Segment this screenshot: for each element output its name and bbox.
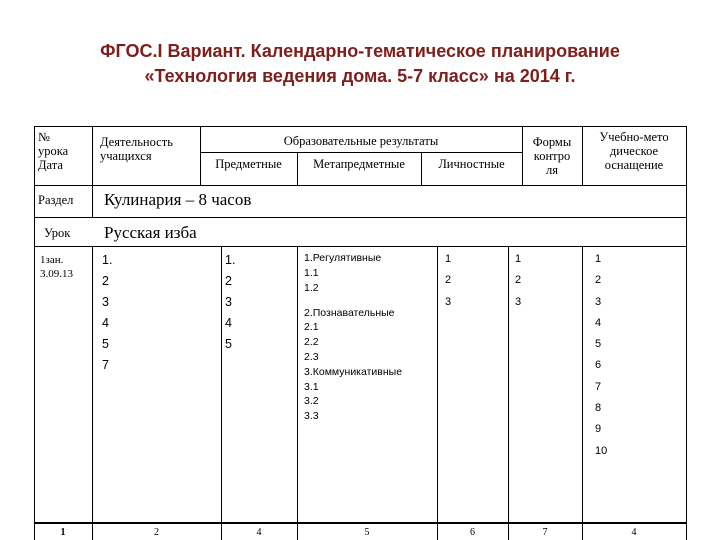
equipment-list: 1 2 3 4 5 6 7 8 9 10 — [595, 253, 608, 457]
section-label: Раздел — [38, 193, 74, 207]
header-metasubject: Метапредметные — [313, 157, 405, 171]
section-title: Кулинария – 8 часов — [104, 190, 252, 209]
footer-cell-6: 7 — [542, 527, 548, 538]
activity-list: 1. 2 3 4 5 7 — [102, 253, 113, 372]
header-results-group: Образовательные результаты — [283, 134, 439, 148]
header-control: Формы контро ля — [532, 135, 572, 177]
metasubject-results-list: 1.Регулятивные 1.1 1.2 2.Познавательные 2.1 2.2 2.3 3.Коммуникативные 3.1 3.2 3.3 — [304, 252, 403, 423]
header-personal: Личностные — [438, 157, 505, 171]
header-lesson-number: № урока Дата — [38, 130, 69, 172]
footer-cell-7: 4 — [631, 527, 637, 538]
title-line-1: ФГОС.I Вариант. Календарно-тематическое планирование — [100, 41, 620, 61]
footer-cell-5: 6 — [470, 527, 475, 538]
title-line-2: «Технология ведения дома. 5-7 класс» на 2014 г. — [144, 66, 576, 86]
header-activity: Деятельность учащихся — [100, 135, 173, 163]
subject-results-list: 1. 2 3 4 5 — [225, 253, 236, 351]
footer-cell-3: 4 — [256, 527, 262, 538]
personal-results-list: 1 2 3 — [445, 253, 452, 308]
control-forms-list: 1 2 3 — [515, 253, 522, 308]
footer-cell-4: 5 — [364, 527, 370, 538]
lesson-title: Русская изба — [104, 223, 197, 242]
lesson-label: Урок — [44, 226, 71, 240]
footer-cell-2: 2 — [154, 527, 159, 538]
footer-cell-1: 1 — [60, 527, 66, 538]
header-equipment: Учебно-мето дическое оснащение — [599, 130, 669, 172]
lesson-date: 1зан. 3.09.13 — [40, 254, 73, 280]
header-subject: Предметные — [215, 157, 282, 171]
